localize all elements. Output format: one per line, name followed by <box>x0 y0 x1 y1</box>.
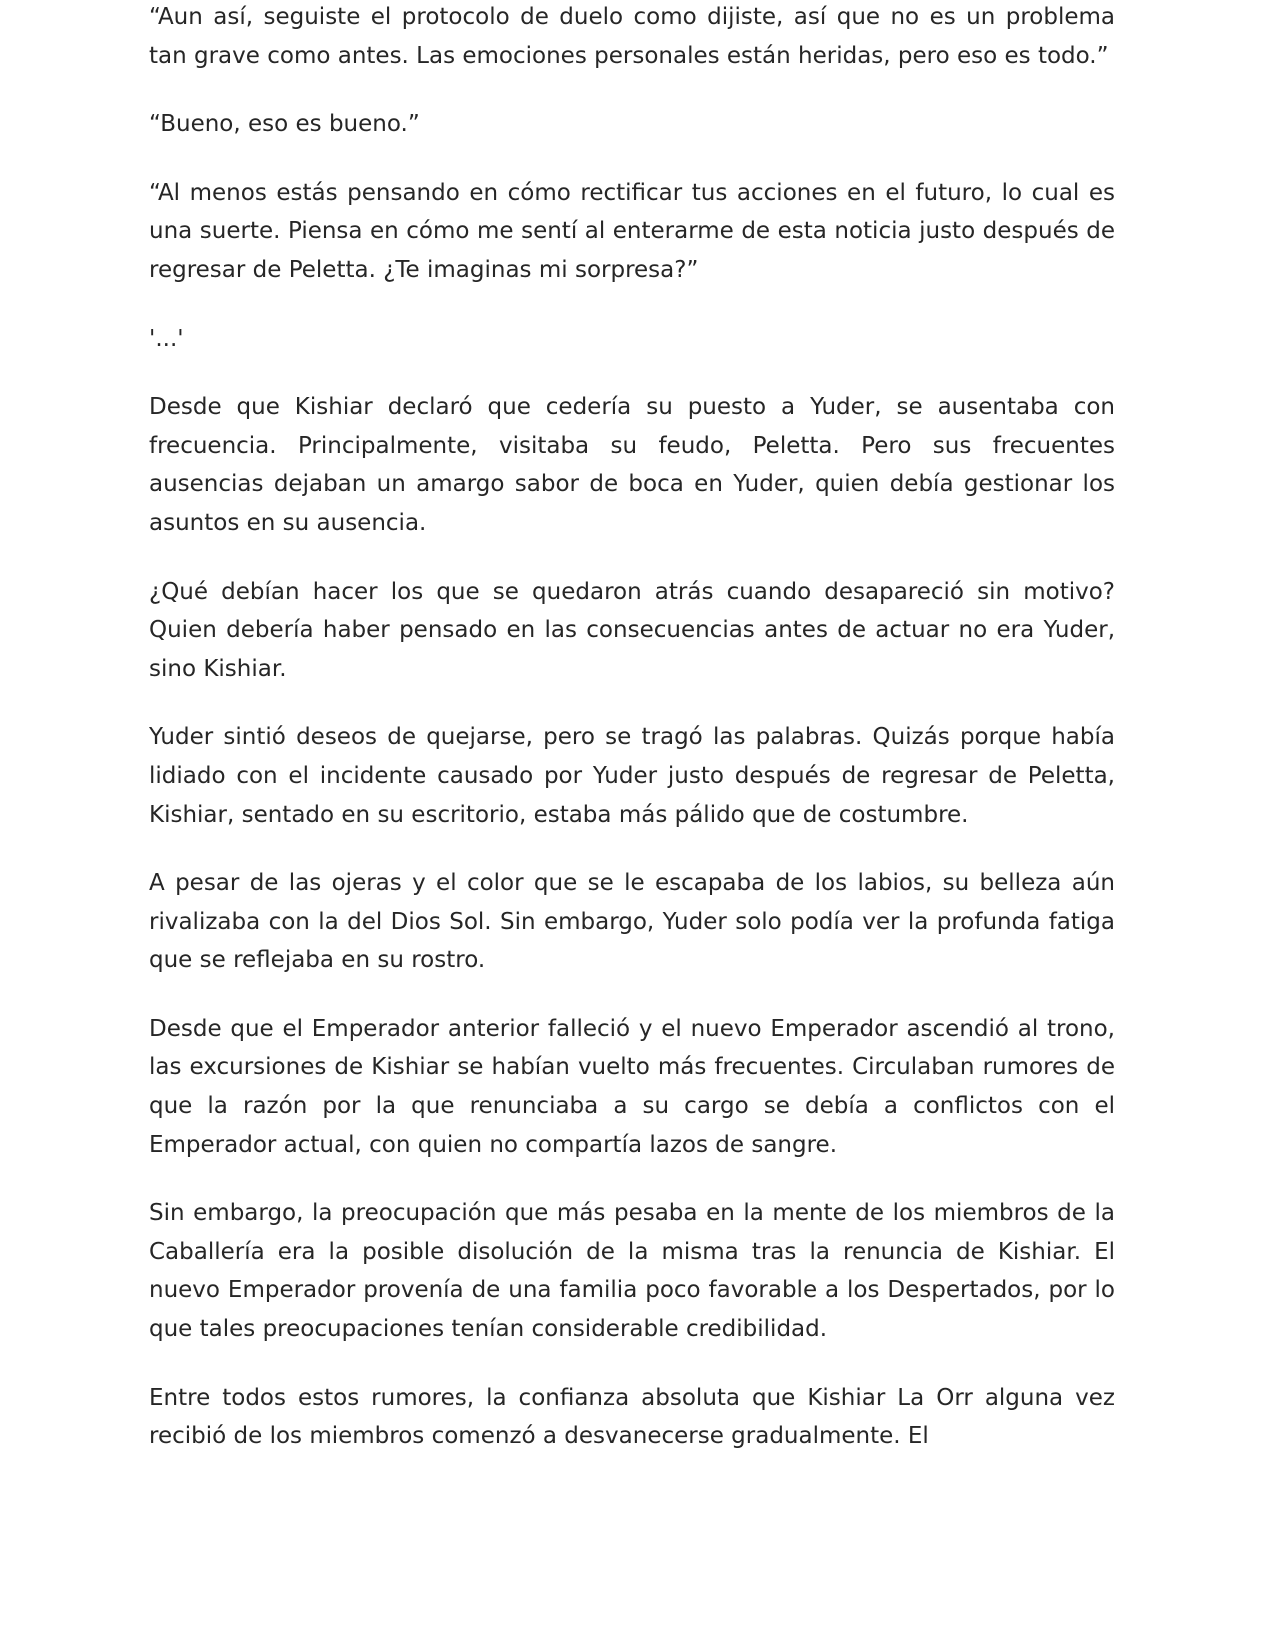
document-page <box>149 0 1115 1486</box>
paragraph: Yuder sintió deseos de quejarse, pero se tragó las palabras. Quizás porque había lidiado con el incidente causado por Yuder justo después de regresar de Peletta, Kishiar, sentado en su escritorio, estaba más pálido que de costumbre. <box>149 724 1115 828</box>
paragraph: Desde que el Emperador anterior falleció y el nuevo Emperador ascendió al trono, las excursiones de Kishiar se habían vuelto más frecuentes. Circulaban rumores de que la razón por la que renunciaba a su cargo se debía a conflictos con el Emperador actual, con quien no compartía lazos de sangre. <box>149 1015 1115 1158</box>
paragraph: “Bueno, eso es bueno.” <box>149 111 420 138</box>
paragraph: Desde que Kishiar declaró que cedería su puesto a Yuder, se ausentaba con frecuencia. Principalmente, visitaba su feudo, Peletta. Pero sus frecuentes ausencias dejaban un amargo sabor de boca en Yuder, quien debía gestionar los asuntos en su ausencia. <box>149 394 1115 536</box>
paragraph: “Al menos estás pensando en cómo rectificar tus acciones en el futuro, lo cual es una suerte. Piensa en cómo me sentí al enterarme de esta noticia justo después de regresar de Peletta. ¿Te imaginas mi sorpresa?” <box>149 179 1115 283</box>
paragraph: “Aun así, seguiste el protocolo de duelo como dijiste, así que no es un problema tan grave como antes. Las emociones personales están heridas, pero eso es todo.” <box>149 4 1115 69</box>
paragraph: '...' <box>149 325 184 352</box>
paragraph: Entre todos estos rumores, la confianza absoluta que Kishiar La Orr alguna vez recibió de los miembros comenzó a desvanecerse gradualmente. El <box>149 1384 1115 1450</box>
paragraph: A pesar de las ojeras y el color que se le escapaba de los labios, su belleza aún rivalizaba con la del Dios Sol. Sin embargo, Yuder solo podía ver la profunda fatiga que se reflejaba en su rostro. <box>149 870 1115 974</box>
paragraph: ¿Qué debían hacer los que se quedaron atrás cuando desapareció sin motivo? Quien debería haber pensado en las consecuencias antes de actuar no era Yuder, sino Kishiar. <box>149 578 1115 682</box>
paragraph: Sin embargo, la preocupación que más pesaba en la mente de los miembros de la Caballería era la posible disolución de la misma tras la renuncia de Kishiar. El nuevo Emperador provenía de una familia poco favorable a los Despertados, por lo que tales preocupaciones tenían considerable credibilidad. <box>149 1200 1115 1343</box>
